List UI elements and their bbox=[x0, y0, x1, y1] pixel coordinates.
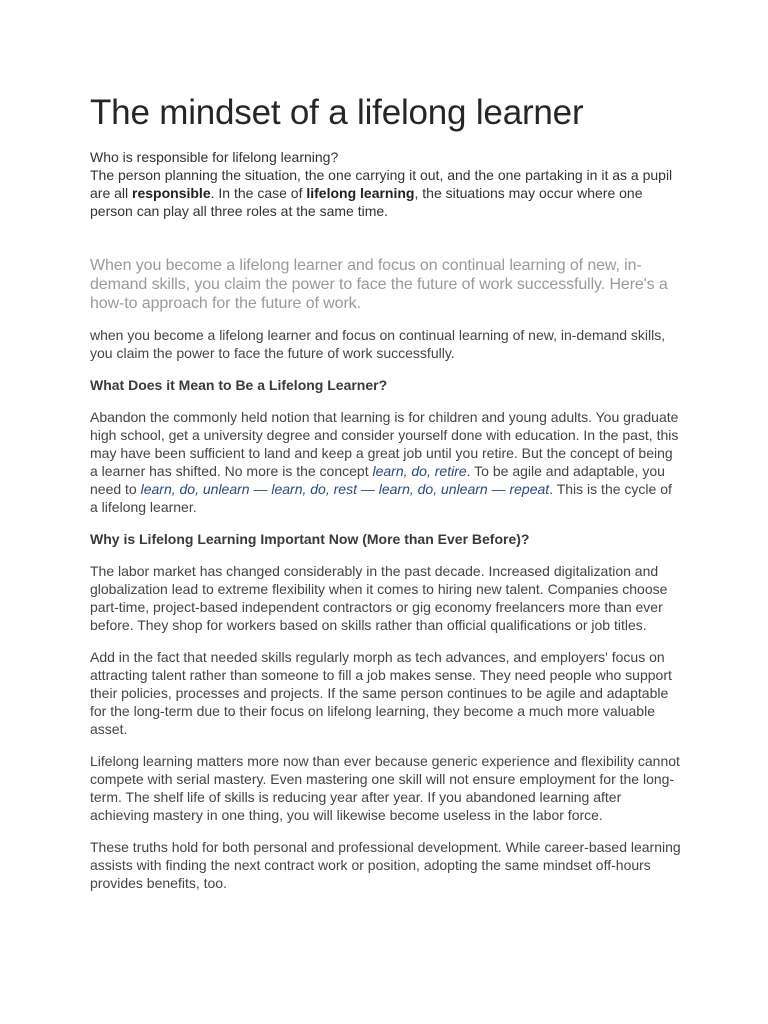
intro-text-a: The person planning the situation, the one carrying it out, and the one partaking in it as a pupil are all bbox=[90, 167, 673, 201]
section2-paragraph-2: Add in the fact that needed skills regularly morph as tech advances, and employers' focus on attracting talent rather than someone to fill a job makes sense. They need people who support their policies, processes and projects. If the same person continues to be agile and adaptable for the long-term due to their focus on lifelong learning, they become a much more valuable asset. bbox=[90, 649, 672, 737]
learn-do-unlearn-cycle-phrase: learn, do, unlearn — learn, do, rest — learn, do, unlearn — repeat bbox=[140, 481, 550, 497]
section-heading-what-does-it-mean: What Does it Mean to Be a Lifelong Learner? bbox=[90, 377, 388, 393]
learn-do-retire-phrase: learn, do, retire bbox=[372, 463, 467, 479]
section1-paragraph bbox=[90, 408, 682, 516]
intro-paragraph bbox=[90, 166, 682, 220]
section1-text-c: . This is the cycle of a lifelong learner. bbox=[90, 481, 672, 515]
lead-paragraph: When you become a lifelong learner and focus on continual learning of new, in-demand skills, you claim the power to face the future of work successfully. Here's a how-to approach for the future of work. bbox=[90, 257, 668, 312]
section-heading-why-important-now: Why is Lifelong Learning Important Now (More than Ever Before)? bbox=[90, 531, 530, 547]
page-title: The mindset of a lifelong learner bbox=[90, 93, 584, 132]
section1-text-a: Abandon the commonly held notion that learning is for children and young adults. You graduate high school, get a university degree and consider yourself done with education. In the past, this may have been sufficient to land and keep a great job until you retire. But the concept of being a learner has shifted. No more is the concept bbox=[90, 409, 679, 479]
document-page bbox=[90, 90, 682, 906]
section2-paragraph-3: Lifelong learning matters more now than ever because generic experience and flexibility cannot compete with serial mastery. Even mastering one skill will not ensure employment for the long-term. The shelf life of skills is reducing year after year. If you abandoned learning after achieving mastery in one thing, you will likewise become useless in the labor force. bbox=[90, 753, 680, 823]
section2-paragraph-1: The labor market has changed considerably in the past decade. Increased digitalization and globalization lead to extreme flexibility when it comes to hiring new talent. Companies choose part-time, project-based independent contractors or gig economy freelancers more than ever before. They shop for workers based on skills rather than official qualifications or job titles. bbox=[90, 563, 668, 633]
intro-question: Who is responsible for lifelong learning? bbox=[90, 149, 339, 165]
intro-text-b: . In the case of bbox=[210, 185, 307, 201]
intro-bold-responsible: responsible bbox=[132, 185, 211, 201]
intro-text-c: , the situations may occur where one person can play all three roles at the same time. bbox=[90, 185, 643, 219]
section2-paragraph-4: These truths hold for both personal and professional development. While career-based learning assists with finding the next contract work or position, adopting the same mindset off-hours provides benefits, too. bbox=[90, 839, 681, 891]
intro-block bbox=[90, 148, 682, 220]
summary-paragraph: when you become a lifelong learner and focus on continual learning of new, in-demand skills, you claim the power to face the future of work successfully. bbox=[90, 327, 666, 361]
intro-bold-lifelong-learning: lifelong learning bbox=[306, 185, 415, 201]
section1-text-b: . To be agile and adaptable, you need to bbox=[90, 463, 665, 497]
